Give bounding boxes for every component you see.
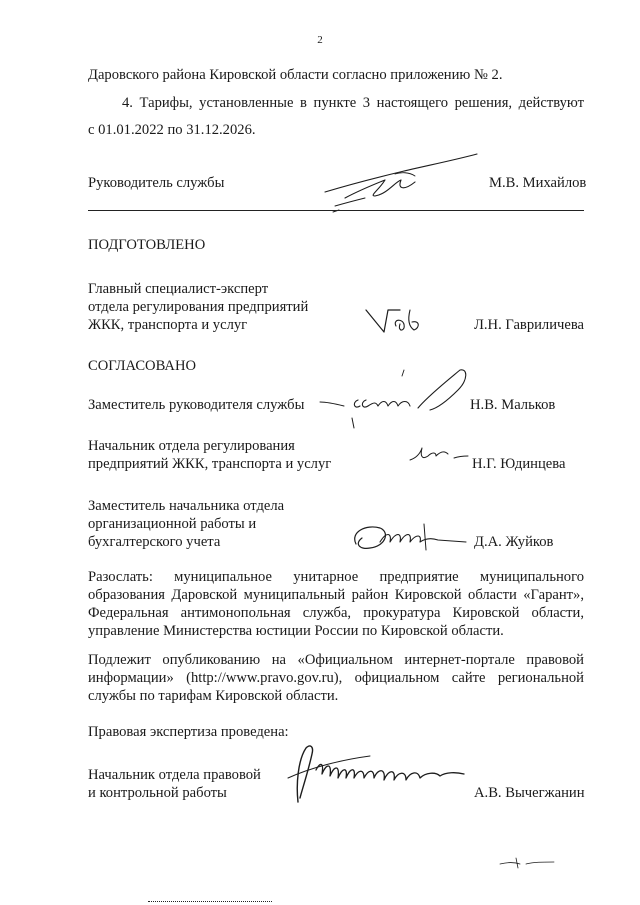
item4-line2: с 01.01.2022 по 31.12.2026. [88, 122, 256, 138]
approver-position: Заместитель руководителя службы [88, 397, 305, 413]
approver-signature [346, 518, 472, 558]
head-name: М.В. Михайлов [489, 175, 587, 191]
distribution-line: Федеральная антимонопольная служба, прокуратура Кировской области, [88, 605, 584, 621]
legal-position-line: и контрольной работы [88, 785, 227, 801]
approver-position: Начальник отдела регулирования [88, 438, 295, 454]
approver-signature [406, 438, 472, 468]
approver-position: Заместитель начальника отдела [88, 498, 285, 514]
publication-line: службы по тарифам Кировской области. [88, 688, 339, 704]
item4-line1: 4. Тарифы, установленные в пункте 3 настоящего решения, действуют [122, 95, 584, 111]
legal-review-text: Правовая экспертиза проведена: [88, 724, 289, 740]
approver-name: Д.А. Жуйков [474, 534, 554, 550]
legal-name: А.В. Вычегжанин [474, 785, 585, 801]
page-number: 2 [317, 34, 323, 46]
prepared-signature [362, 304, 432, 340]
prepared-position-line: ЖКК, транспорта и услуг [88, 317, 248, 333]
prepared-position-line: Главный специалист-эксперт [88, 281, 269, 297]
publication-line: Подлежит опубликованию на «Официальном интернет-портале правовой [88, 652, 584, 668]
footer-mark [498, 856, 558, 872]
approver-name: Н.Г. Юдинцева [472, 456, 566, 472]
distribution-line: образования Даровской муниципальный район Кировской области «Гарант», [88, 587, 584, 603]
distribution-line: управление Министерства юстиции России по Кировской области. [88, 623, 504, 639]
approved-heading: СОГЛАСОВАНО [88, 358, 197, 374]
approver-signature [318, 366, 478, 430]
prepared-heading: ПОДГОТОВЛЕНО [88, 237, 206, 253]
distribution-line: Разослать: муниципальное унитарное предприятие муниципального [88, 569, 584, 585]
head-position: Руководитель службы [88, 175, 225, 191]
publication-line: информации» (http://www.pravo.gov.ru), официальном сайте региональной [88, 670, 584, 686]
prepared-position-line: отдела регулирования предприятий [88, 299, 309, 315]
footer-rule [148, 901, 272, 902]
legal-position-line: Начальник отдела правовой [88, 767, 261, 783]
separator-line [88, 210, 584, 211]
intro-line: Даровского района Кировской области согласно приложению № 2. [88, 67, 503, 83]
prepared-name: Л.Н. Гавриличева [474, 317, 585, 333]
legal-signature [280, 738, 474, 808]
approver-position: предприятий ЖКК, транспорта и услуг [88, 456, 332, 472]
approver-name: Н.В. Мальков [470, 397, 556, 413]
approver-position: организационной работы и [88, 516, 257, 532]
approver-position: бухгалтерского учета [88, 534, 221, 550]
